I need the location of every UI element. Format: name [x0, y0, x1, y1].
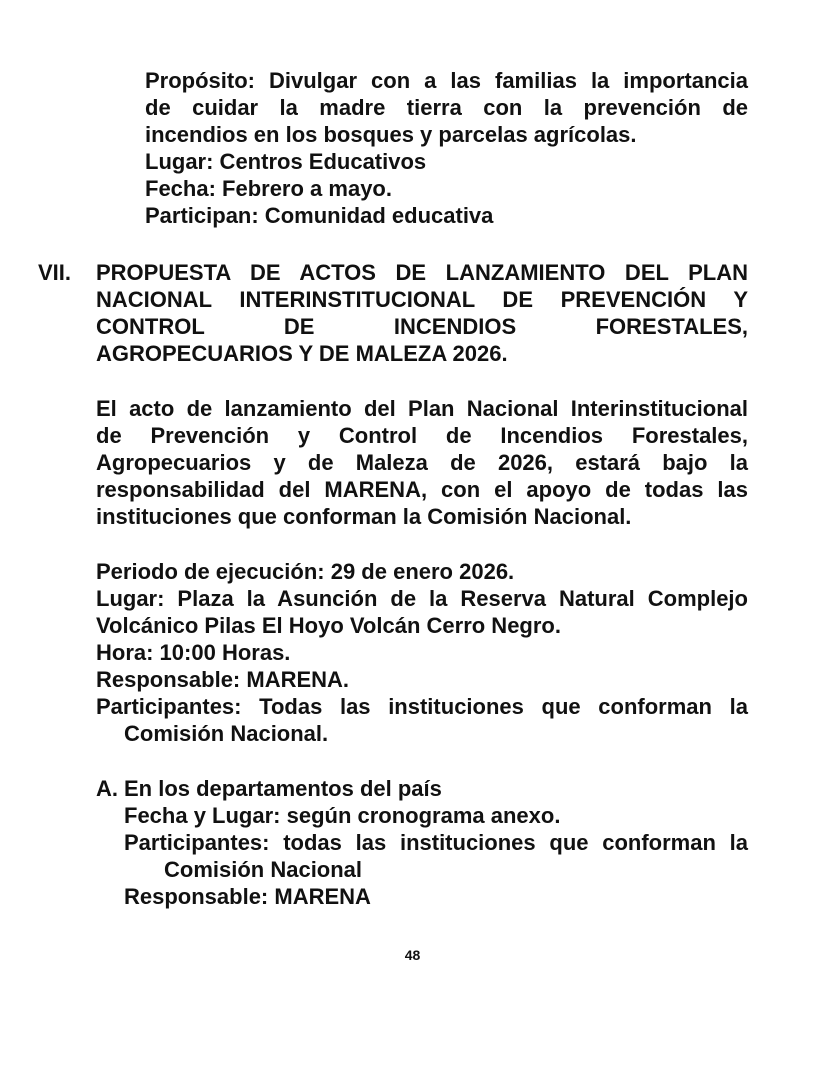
participantes-line-cont: Comisión Nacional. — [124, 721, 329, 746]
lugar-line: Lugar: Centros Educativos — [145, 149, 427, 174]
paragraph-line: instituciones que conforman la Comisión Nacional. — [96, 504, 632, 529]
hora-line: Hora: 10:00 Horas. — [96, 640, 291, 665]
fecha-line: Fecha: Febrero a mayo. — [145, 176, 392, 201]
participantes-line: Participantes: todas las instituciones que conforman la — [124, 830, 748, 855]
page-number: 48 — [404, 947, 421, 963]
participan-line: Participan: Comunidad educativa — [145, 203, 494, 228]
section-title-line: AGROPECUARIOS Y DE MALEZA 2026. — [96, 341, 508, 366]
section-title-line: NACIONAL INTERINSTITUCIONAL DE PREVENCIÓN Y — [96, 287, 748, 312]
paragraph-line: de Prevención y Control de Incendios Forestales, — [96, 423, 748, 448]
subsection-title: En los departamentos del país — [124, 776, 442, 801]
responsable-line: Responsable: MARENA — [124, 884, 371, 909]
lugar-line-cont: Volcánico Pilas El Hoyo Volcán Cerro Negro. — [96, 613, 561, 638]
proposito-line: Propósito: Divulgar con a las familias la importancia — [145, 68, 748, 93]
proposito-line: incendios en los bosques y parcelas agrícolas. — [145, 122, 637, 147]
proposito-line: de cuidar la madre tierra con la prevención de — [145, 95, 748, 120]
lugar-line: Lugar: Plaza la Asunción de la Reserva Natural Complejo — [96, 586, 748, 611]
participantes-line: Participantes: Todas las instituciones que conforman la — [96, 694, 748, 719]
section-number: VII. — [38, 260, 72, 285]
section-title-line: CONTROL DE INCENDIOS FORESTALES, — [96, 314, 748, 339]
paragraph-line: responsabilidad del MARENA, con el apoyo de todas las — [96, 477, 748, 502]
paragraph-line: El acto de lanzamiento del Plan Nacional Interinstitucional — [96, 396, 748, 421]
responsable-line: Responsable: MARENA. — [96, 667, 350, 692]
section-title-line: PROPUESTA DE ACTOS DE LANZAMIENTO DEL PLAN — [96, 260, 748, 285]
subsection-label: A. — [96, 776, 118, 801]
fecha-lugar-line: Fecha y Lugar: según cronograma anexo. — [124, 803, 561, 828]
paragraph-line: Agropecuarios y de Maleza de 2026, estará bajo la — [96, 450, 748, 475]
periodo-line: Periodo de ejecución: 29 de enero 2026. — [96, 559, 515, 584]
participantes-line-cont: Comisión Nacional — [164, 857, 363, 882]
